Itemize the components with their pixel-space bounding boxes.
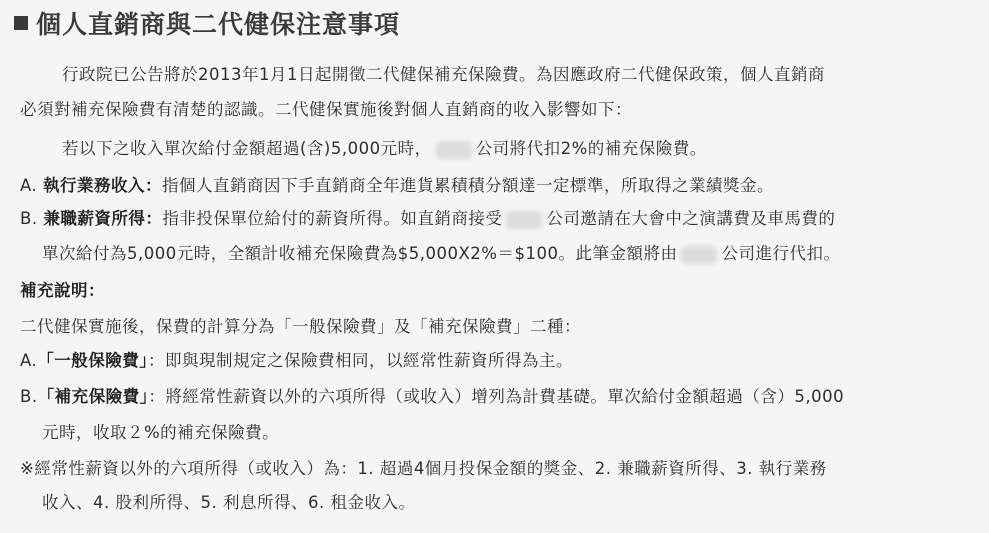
item-b-text-a: 指非投保單位給付的薪資所得。如直銷商接受	[162, 209, 503, 228]
supplement-item-a	[20, 350, 573, 372]
item-b-text-b: 公司邀請在大會中之演講費及車馬費的	[546, 209, 836, 228]
supplement-item-b-prefix: B.	[20, 387, 38, 406]
redacted-company-name	[681, 246, 717, 264]
supplement-item-b-text: ：將經常性薪資以外的六項所得（或收入）增列為計費基礎。單次給付金額超過（含）5,000	[148, 387, 845, 406]
item-b-line-2	[42, 243, 840, 265]
deduction-notice-text-b: 公司將代扣2%的補充保險費。	[475, 139, 707, 158]
deduction-notice-text-a: 若以下之收入單次給付金額超過(含)5,000元時，	[62, 139, 432, 158]
item-b-label: 兼職薪資所得：	[43, 209, 163, 228]
note-line-1: ※經常性薪資以外的六項所得（或收入）為：1. 超過4個月投保金額的獎金、2. 兼職薪資所得、3. 執行業務	[20, 459, 827, 478]
item-a	[20, 175, 774, 197]
item-b-line-2-b: 公司進行代扣。	[721, 244, 841, 263]
page-title-text: 個人直銷商與二代健保注意事項	[36, 10, 401, 39]
square-bullet-icon	[14, 16, 28, 30]
item-a-text: 指個人直銷商因下手直銷商全年進貨累積積分額達一定標準，所取得之業績獎金。	[162, 176, 774, 195]
intro-line-2: 必須對補充保險費有清楚的認識。二代健保實施後對個人直銷商的收入影響如下：	[20, 100, 632, 119]
supplement-line-1: 二代健保實施後，保費的計算分為「一般保險費」及「補充保險費」二種：	[20, 317, 581, 336]
supplement-item-a-prefix: A.	[20, 351, 38, 370]
supplement-item-b-label: 「補充保險費」	[37, 387, 149, 406]
supplement-item-a-label: 「一般保險費」	[37, 351, 148, 370]
redacted-company-name	[436, 141, 472, 159]
item-b-line-1	[20, 208, 835, 230]
supplement-item-b-line-1	[20, 386, 844, 408]
note-line-2: 收入、4. 股利所得、5. 利息所得、6. 租金收入。	[42, 493, 416, 512]
redacted-company-name	[506, 211, 542, 229]
intro-line-1: 行政院已公告將於2013年1月1日起開徵二代健保補充保險費。為因應政府二代健保政策，個人直銷商	[62, 65, 825, 84]
supplement-item-b-line-2: 元時，收取２%的補充保險費。	[42, 423, 280, 442]
deduction-notice	[62, 138, 707, 160]
item-a-prefix: A.	[20, 176, 38, 195]
item-b-prefix: B.	[20, 209, 38, 228]
supplement-heading: 補充說明：	[20, 281, 105, 300]
item-a-label: 執行業務收入：	[43, 176, 162, 195]
item-b-line-2-a: 單次給付為5,000元時，全額計收補充保險費為$5,000X2%＝$100。此筆金額將由	[42, 244, 678, 263]
page-title	[14, 6, 400, 40]
supplement-item-a-text: ：即與現制規定之保險費相同，以經常性薪資所得為主。	[148, 351, 573, 370]
